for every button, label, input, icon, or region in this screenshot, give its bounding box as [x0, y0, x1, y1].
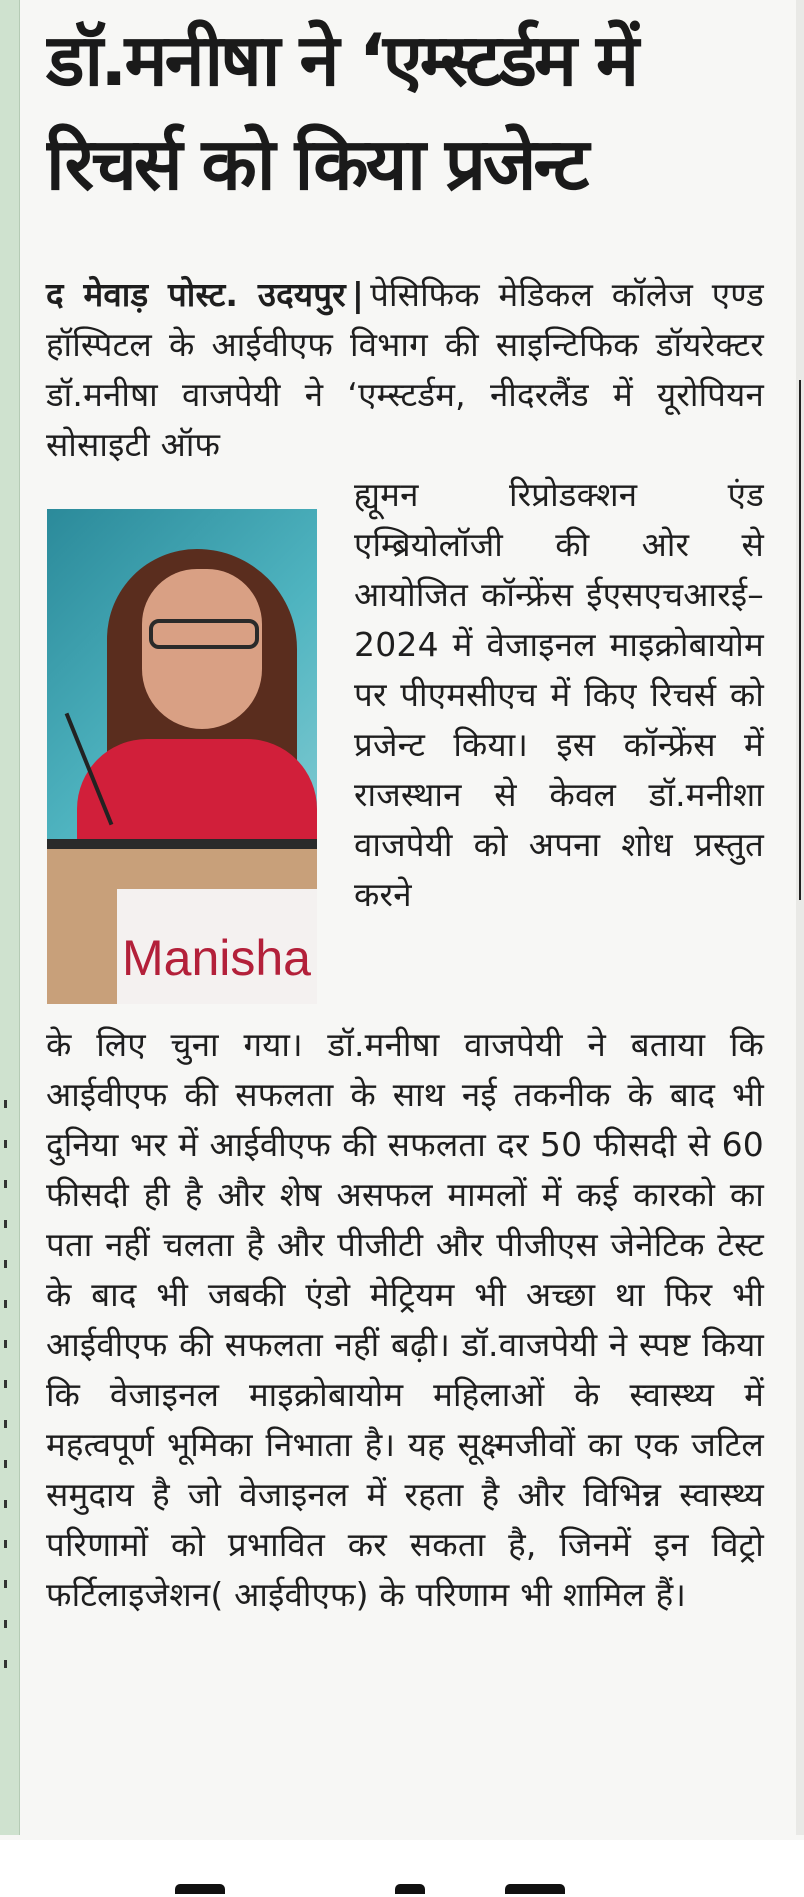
dateline-separator: | [351, 275, 365, 314]
article-wrap-text: ह्यूमन रिप्रोडक्शन एंड एम्ब्रियोलॉजी की ओर से आयोजित कॉन्फ्रेंस ईएसएचआरई–2024 में वेजाइनल माइक्रोबायोम पर पीएमसीएच में किए रिचर्स को प्रजेन्ट किया। इस कॉन्फ्रेंस में राजस्थान से केवल डॉ.मनीशा वाजपेयी को अपना शोध प्रस्तुत करने [354, 475, 764, 914]
adjacent-page-strip [0, 0, 20, 1835]
cutoff-glyph [395, 1884, 425, 1894]
right-column-edge [796, 0, 804, 1835]
column-rule [799, 380, 801, 900]
cutoff-glyph [505, 1884, 565, 1894]
dateline: द मेवाड़ पोस्ट. उदयपुर [46, 275, 346, 314]
cutoff-glyph [175, 1884, 225, 1894]
speaker-photo [47, 509, 317, 1004]
photo-face [142, 569, 262, 729]
podium-name-text: Manisha [122, 930, 311, 986]
next-article-cutoff [0, 1840, 804, 1897]
intro-text: पेसिफिक मेडिकल कॉलेज एण्ड हॉस्पिटल के आईवीएफ विभाग की साइन्टिफिक डॉयरेक्टर डॉ.मनीषा वाजपेयी ने ‘एम्स्टर्डम, नीदरलैंड में यूरोपियन सोसाइटी ऑफ [46, 275, 764, 464]
adjacent-text-fragments [4, 1100, 7, 1700]
photo-glasses [149, 619, 259, 649]
article-headline: डॉ.मनीषा ने ‘एम्स्टर्डम में रिचर्स को किया प्रजेन्ट [46, 18, 637, 206]
article-body-text: के लिए चुना गया। डॉ.मनीषा वाजपेयी ने बताया कि आईवीएफ की सफलता के साथ नई तकनीक के बाद भी दुनिया भर में आईवीएफ की सफलता दर 50 फीसदी से 60 फीसदी ही है और शेष असफल मामलों में कई कारको का पता नहीं चलता है और पीजीटी और पीजीएस जेनेटिक टेस्ट के बाद भी जबकी एंडो मेट्रियम भी अच्छा था फिर भी आईवीएफ की सफलता नहीं बढ़ी। डॉ.वाजपेयी ने स्पष्ट किया कि वेजाइनल माइक्रोबायोम महिलाओं के स्वास्थ्य में महत्वपूर्ण भूमिका निभाता है। यह सूक्ष्मजीवों का एक जटिल समुदाय है जो वेजाइनल में रहता है और विभिन्न स्वास्थ्य परिणामों को प्रभावित कर सकता है, जिनमें इन विट्रो फर्टिलाइजेशन( आईवीएफ) के परिणाम भी शामिल हैं। [46, 1025, 764, 1614]
article-intro-paragraph [46, 270, 764, 470]
